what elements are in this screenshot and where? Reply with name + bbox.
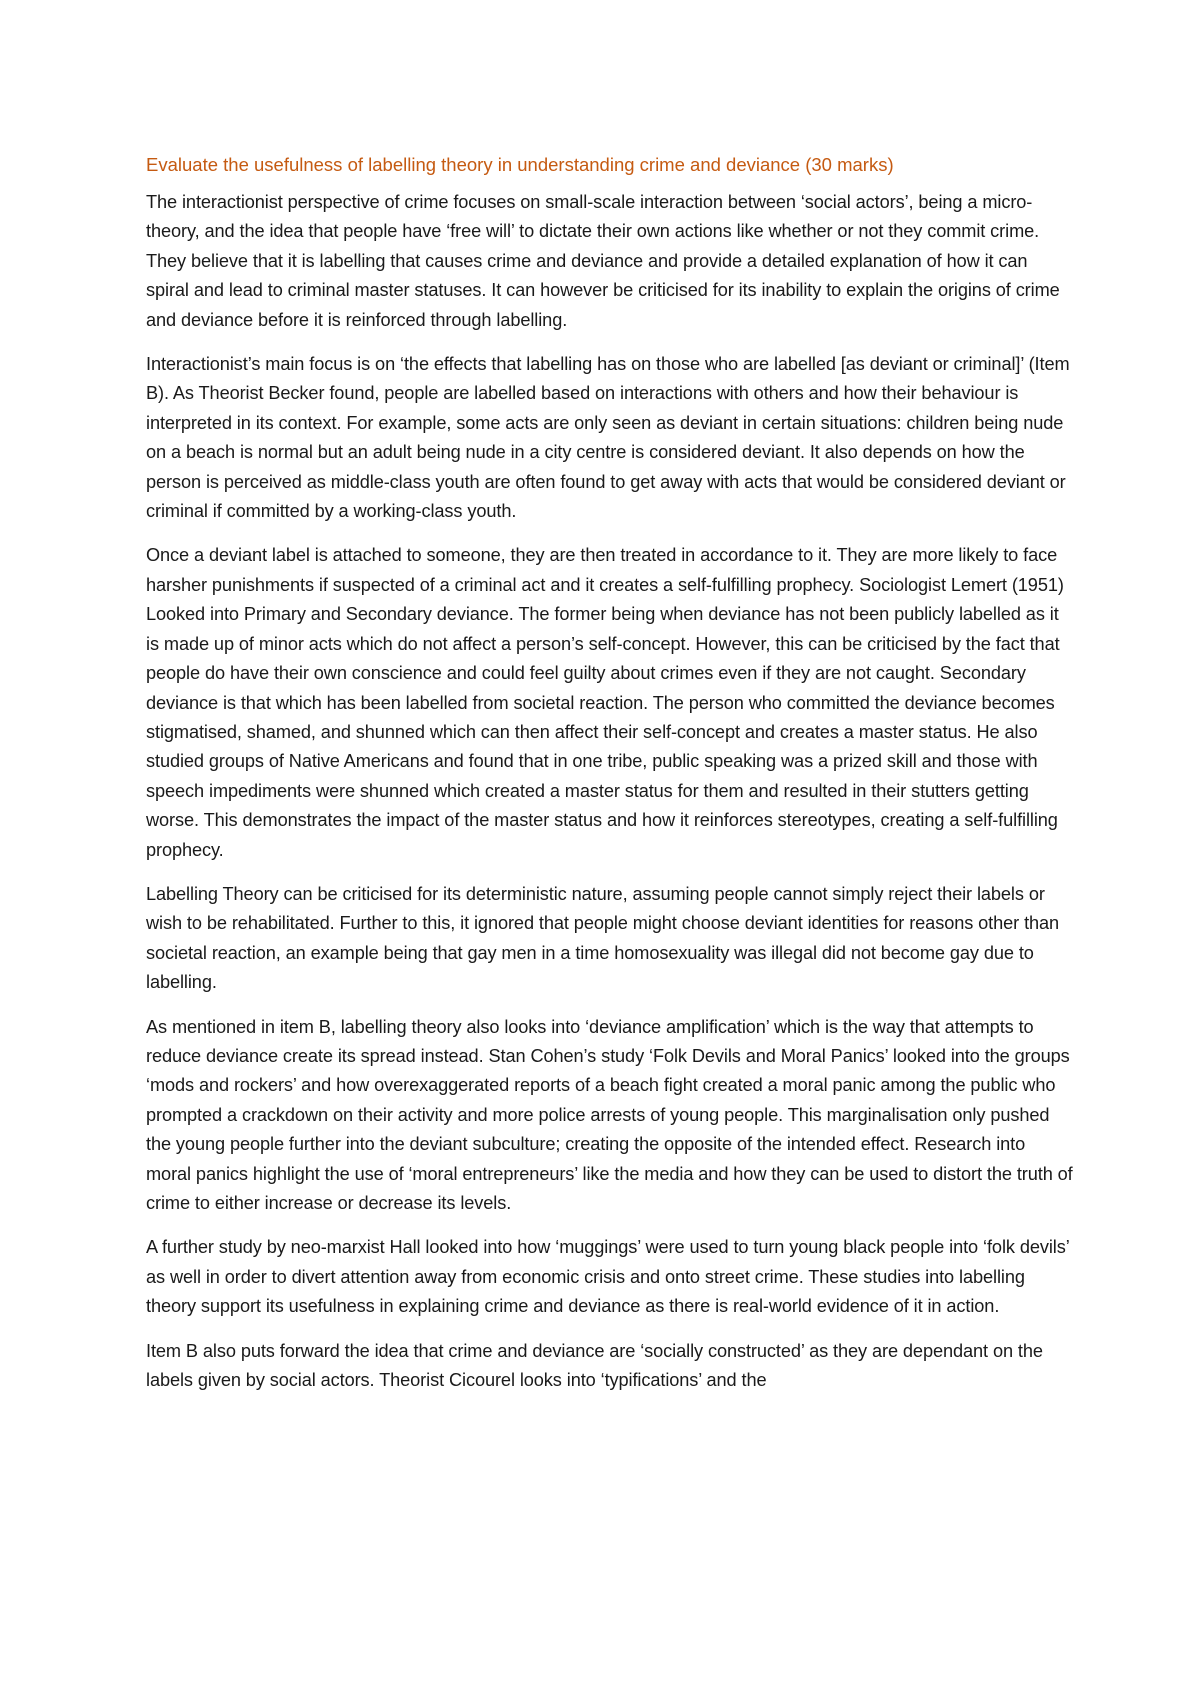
paragraph-social-construction: Item B also puts forward the idea that crime and deviance are ‘socially constructed’ as they are dependant on the labels given by social actors. Theorist Cicourel looks into ‘typifications’ and the [146,1340,1043,1391]
paragraph-primary-secondary-deviance: Once a deviant label is attached to someone, they are then treated in accordance to it. They are more likely to face harsher punishments if suspected of a criminal act and it creates a self-fulfilling prophecy. Sociologist Lemert (1951) Looked into Primary and Secondary deviance. The former being when deviance has not been publicly labelled as it is made up of minor acts which do not affect a person’s self-concept. However, this can be criticised by the fact that people do have their own conscience and could feel guilty about crimes even if they are not caught. Secondary deviance is that which has been labelled from societal reaction. The person who committed the deviance becomes stigmatised, shamed, and shunned which can then affect their self-concept and creates a master status. He also studied groups of Native Americans and found that in one tribe, public speaking was a prized skill and those with speech impediments were shunned which created a master status for them and resulted in their stutters getting worse. This demonstrates the impact of the master status and how it reinforces stereotypes, creating a self-fulfilling prophecy. [146,545,1064,860]
essay-title: Evaluate the usefulness of labelling theory in understanding crime and deviance (30 marks) [146,154,894,175]
document-body [146,150,1074,1410]
paragraph-deviance-amplification: As mentioned in item B, labelling theory also looks into ‘deviance amplification’ which is the way that attempts to reduce deviance create its spread instead. Stan Cohen’s study ‘Folk Devils and Moral Panics’ looked into the groups ‘mods and rockers’ and how overexaggerated reports of a beach fight created a moral panic among the public who prompted a crackdown on their activity and more police arrests of young people. This marginalisation only pushed the young people further into the deviant subculture; creating the opposite of the intended effect. Research into moral panics highlight the use of ‘moral entrepreneurs’ like the media and how they can be used to distort the truth of crime to either increase or decrease its levels. [146,1016,1073,1213]
paragraph-hall-study: A further study by neo-marxist Hall looked into how ‘muggings’ were used to turn young black people into ‘folk devils’ as well in order to divert attention away from economic crisis and onto street crime. These studies into labelling theory support its usefulness in explaining crime and deviance as there is real-world evidence of it in action. [146,1237,1069,1317]
paragraph-determinism-criticism: Labelling Theory can be criticised for its deterministic nature, assuming people cannot simply reject their labels or wish to be rehabilitated. Further to this, it ignored that people might choose deviant identities for reasons other than societal reaction, an example being that gay men in a time homosexuality was illegal did not become gay due to labelling. [146,883,1060,993]
paragraph-labelling-effects: Interactionist’s main focus is on ‘the effects that labelling has on those who are labelled [as deviant or criminal]’ (Item B). As Theorist Becker found, people are labelled based on interactions with others and how their behaviour is interpreted in its context. For example, some acts are only seen as deviant in certain situations: children being nude on a beach is normal but an adult being nude in a city centre is considered deviant. It also depends on how the person is perceived as middle-class youth are often found to get away with acts that would be considered deviant or criminal if committed by a working-class youth. [146,354,1070,522]
paragraph-introduction: The interactionist perspective of crime focuses on small-scale interaction between ‘social actors’, being a micro-theory, and the idea that people have ‘free will’ to dictate their own actions like whether or not they commit crime. They believe that it is labelling that causes crime and deviance and provide a detailed explanation of how it can spiral and lead to criminal master statuses. It can however be criticised for its inability to explain the origins of crime and deviance before it is reinforced through labelling. [146,192,1060,330]
